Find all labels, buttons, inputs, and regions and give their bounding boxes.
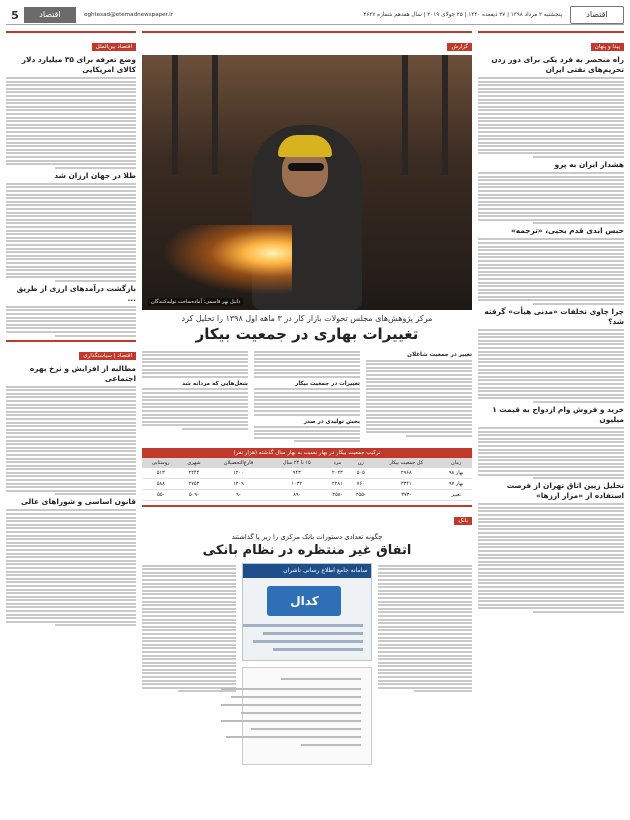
table-cell: تغییر	[440, 490, 472, 501]
newspaper-logo: اقتصاد	[570, 6, 624, 24]
page-header	[6, 6, 624, 25]
left-column	[6, 28, 136, 814]
table-header-cell: شهری	[179, 458, 208, 468]
table-cell: -۳۷۳	[372, 490, 440, 501]
table-header-cell: کل جمعیت بیکار	[372, 458, 440, 468]
story-title[interactable]: حبس ابدی قدم بحیی، «ترجمه»	[510, 226, 624, 236]
story-body	[478, 238, 624, 305]
table-cell: ۳۳۴۱	[372, 479, 440, 490]
second-story-images	[242, 563, 373, 765]
codal-bar: سامانه جامع اطلاع رسانی ناشران	[243, 564, 372, 578]
lead-body	[142, 349, 248, 444]
table-header-cell: ۱۵ تا ۲۴ سال	[268, 458, 325, 468]
lead-headline[interactable]: تغییرات بهاری در جمعیت بیکار	[195, 325, 419, 343]
table-cell: -۵۰۹	[179, 490, 208, 501]
table-cell: -۵۵	[142, 490, 179, 501]
table-cell: -۲۵۸	[325, 490, 349, 501]
story-title[interactable]: چرا چاوی تخلفات «مدنی هیأت» گرفته شد؟	[484, 307, 624, 327]
table-cell: ۱۲۰۹	[208, 479, 268, 490]
table-header-cell: زن	[349, 458, 372, 468]
bank-tag: بانک	[454, 517, 472, 525]
table-cell: ۲۲۴۴	[179, 468, 208, 479]
codal-screenshot	[242, 563, 373, 661]
official-letter-image	[242, 667, 373, 765]
codal-logo: کدال	[267, 586, 341, 616]
second-headline[interactable]: اتفاق غیر منتظره در نظام بانکی	[202, 543, 412, 559]
story-title[interactable]: مطالبه از افزایش و نرخ بهره اجتماعی	[29, 363, 136, 383]
table-cell: بهار ۹۸	[440, 468, 472, 479]
table-cell: ۲۹۶۸	[372, 468, 440, 479]
story-body	[478, 329, 624, 403]
table-cell: ۱۲۰۰	[208, 468, 268, 479]
table-cell: -۲۵۵	[349, 490, 372, 501]
story-title[interactable]: هشدار ایران به پرو	[554, 160, 624, 170]
story-body	[6, 77, 136, 169]
lead-subhead: بخش تولیدی در صدر	[303, 418, 360, 425]
story-title[interactable]: بازگشت درآمدهای ارزی از طریق ...	[16, 283, 136, 303]
lead-photo	[142, 55, 472, 310]
story-body	[478, 172, 624, 224]
middle-column-tag: گزارش	[447, 43, 472, 51]
table-cell: -۹	[208, 490, 268, 501]
table-cell: ۲۷۵۳	[179, 479, 208, 490]
table-header-cell: مرد	[325, 458, 349, 468]
table-cell: ۲۲۸۱	[325, 479, 349, 490]
table-cell: ۷۶۰	[349, 479, 372, 490]
left-column-tag: اقتصاد بین‌الملل	[92, 43, 136, 51]
table-caption: ترکیب جمعیت بیکار در بهار نسبت به بهار سال گذشته (هزار نفر)	[142, 448, 472, 458]
lead-subhead: تغییرات در جمعیت بیکار	[295, 380, 360, 387]
lead-body	[254, 349, 360, 444]
page-number: 5	[11, 8, 19, 22]
table-row	[142, 468, 472, 479]
story-title[interactable]: خرید و فروش وام ازدواج به قیمت ۱ میلیون	[492, 404, 624, 424]
section-email[interactable]: eghtesad@etemadnewspaper.ir	[84, 12, 174, 18]
story-body	[478, 77, 624, 158]
second-kicker: چگونه تعدادی دستورات بانک مرکزی را زیر پا گذاشتند	[231, 533, 383, 542]
story-title[interactable]: تحلیل زیین اتاق تهران از فرصت استفاده از «مزار ارزها»	[506, 481, 624, 501]
table-cell: ۱۰۳۲	[268, 479, 325, 490]
table-header-row	[142, 458, 472, 468]
issue-date: پنجشنبه ۲ مرداد ۱۳۹۸ | ۲۷ ذیقعده ۱۴۴۰ | ۲۵ جولای ۲۰۱۹ | سال هفدهم شماره ۴۶۲۷	[363, 12, 562, 18]
table-header-cell: فارغ‌التحصیلان	[208, 458, 268, 468]
lead-kicker: مرکز پژوهش‌های مجلس تحولات بازار کار در ۳ ماهه اول ۱۳۹۸ را تحلیل کرد	[181, 314, 433, 323]
table-row	[142, 479, 472, 490]
right-column-tag: پیدا و پنهان	[591, 43, 624, 51]
table-header-cell: روستایی	[142, 458, 179, 468]
unemployment-table	[142, 448, 472, 501]
table-header-cell: زمان	[440, 458, 472, 468]
story-title[interactable]: راه منحصر به فرد یکی برای دور زدن تحریم‌های نفتی ایران	[491, 55, 624, 74]
lead-body	[366, 349, 472, 444]
section-label: اقتصاد	[24, 7, 76, 23]
photo-caption: دانیل بهر قاسمی: آماده‌ساخت تولیدکنندگان	[148, 298, 243, 306]
story-body	[478, 503, 624, 613]
second-story-body	[378, 563, 472, 765]
table-cell: ۵۱۳	[142, 468, 179, 479]
lead-body-columns	[142, 349, 472, 444]
story-title[interactable]: وضع تعرفه برای ۳۵ میلیارد دلار کالای امریکایی	[21, 55, 136, 74]
story-body	[6, 386, 136, 496]
story-title[interactable]: طلا در جهان ارزان شد	[54, 170, 136, 180]
story-body	[6, 509, 136, 626]
story-body	[6, 183, 136, 282]
table-cell: ۲۰۲۳	[325, 468, 349, 479]
table-cell: بهار ۹۷	[440, 479, 472, 490]
table-cell: ۵۰۵	[349, 468, 372, 479]
second-story-body	[142, 563, 236, 765]
story-title[interactable]: قانون اساسی و شوراهای عالی	[21, 497, 136, 507]
second-story-columns	[142, 563, 472, 765]
lead-subhead: تغییر در جمعیت شاغلان	[407, 352, 472, 358]
right-column	[478, 28, 624, 814]
table-cell: -۸۹	[268, 490, 325, 501]
story-body	[6, 306, 136, 337]
story-body	[478, 427, 624, 479]
lead-subhead: شغل‌هایی که مردانه شد	[182, 380, 248, 387]
left-column-tag-2: اقتصاد | سیاستگذاری	[79, 352, 136, 360]
table-cell: ۹۴۳	[268, 468, 325, 479]
table-row	[142, 490, 472, 501]
middle-column	[142, 28, 472, 814]
table-cell: ۵۸۸	[142, 479, 179, 490]
